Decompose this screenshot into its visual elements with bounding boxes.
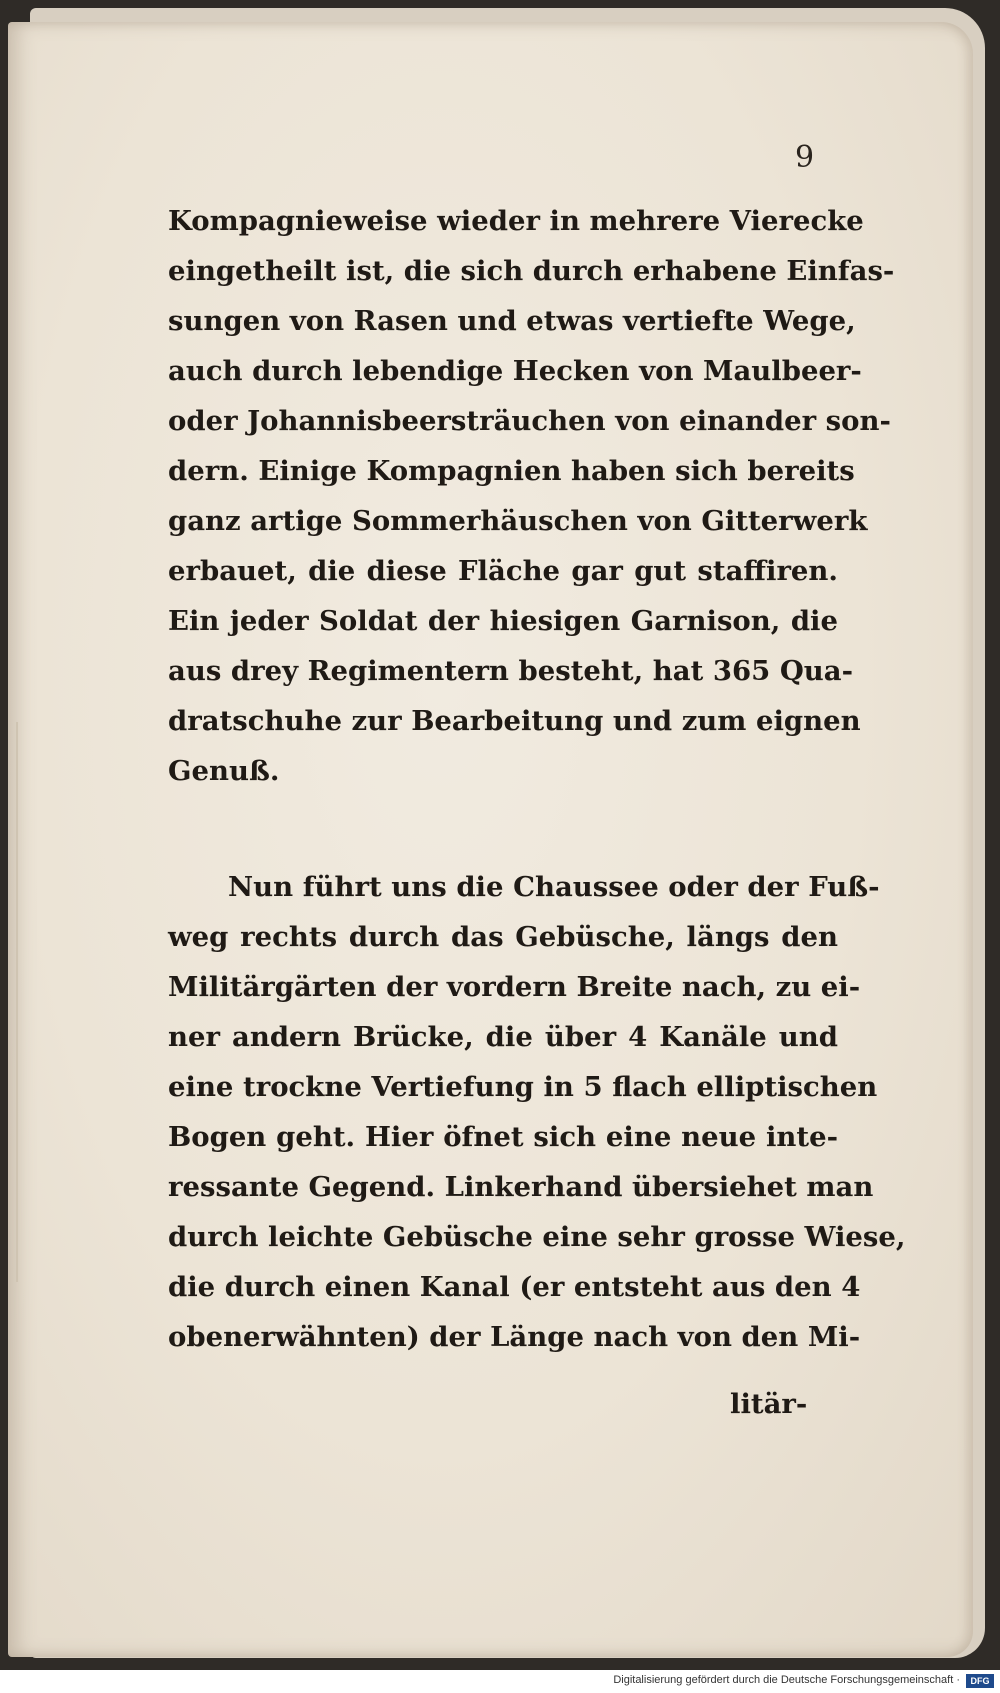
text-line: ner andern Brücke, die über 4 Kanäle und xyxy=(168,1021,838,1053)
page-edge xyxy=(16,722,32,1282)
text-block xyxy=(168,196,906,1362)
text-line: dratschuhe zur Bearbeitung und zum eignen xyxy=(168,705,861,737)
text-line: durch leichte Gebüsche eine sehr grosse Wiese, xyxy=(168,1221,906,1253)
text-line: Militärgärten der vordern Breite nach, zu ei- xyxy=(168,971,861,1003)
paragraph-gap xyxy=(168,796,838,862)
text-line: eine trockne Vertiefung in 5 flach elliptischen xyxy=(168,1071,878,1103)
text-line: obenerwähnten) der Länge nach von den Mi- xyxy=(168,1321,861,1353)
text-line: weg rechts durch das Gebüsche, längs den xyxy=(168,921,838,953)
text-line: Ein jeder Soldat der hiesigen Garnison, die xyxy=(168,605,838,637)
text-line: erbauet, die diese Fläche gar gut staffiren. xyxy=(168,555,838,587)
text-line: dern. Einige Kompagnien haben sich bereits xyxy=(168,455,855,487)
text-line: auch durch lebendige Hecken von Maulbeer- xyxy=(168,355,862,387)
page-number: 9 xyxy=(795,140,815,175)
text-line: oder Johannisbeersträuchen von einander son- xyxy=(168,405,891,437)
text-line: aus drey Regimentern besteht, hat 365 Qua- xyxy=(168,655,854,687)
text-line: Nun führt uns die Chaussee oder der Fuß- xyxy=(228,871,880,903)
text-line: ressante Gegend. Linkerhand übersiehet man xyxy=(168,1171,874,1203)
catchword: litär- xyxy=(730,1388,808,1420)
text-line: die durch einen Kanal (er entsteht aus den 4 xyxy=(168,1271,861,1303)
dfg-logo: DFG xyxy=(966,1674,994,1688)
footer-credit: Digitalisierung gefördert durch die Deutsche Forschungsgemeinschaft · xyxy=(613,1674,960,1686)
text-line: ganz artige Sommerhäuschen von Gitterwerk xyxy=(168,505,868,537)
text-line: Bogen geht. Hier öfnet sich eine neue inte- xyxy=(168,1121,838,1153)
digitization-footer xyxy=(0,1670,1000,1693)
text-line: Kompagnieweise wieder in mehrere Vierecke xyxy=(168,205,864,237)
text-line: Genuß. xyxy=(168,755,280,787)
text-line: sungen von Rasen und etwas vertiefte Wege, xyxy=(168,305,856,337)
text-line: eingetheilt ist, die sich durch erhabene Einfas- xyxy=(168,255,895,287)
